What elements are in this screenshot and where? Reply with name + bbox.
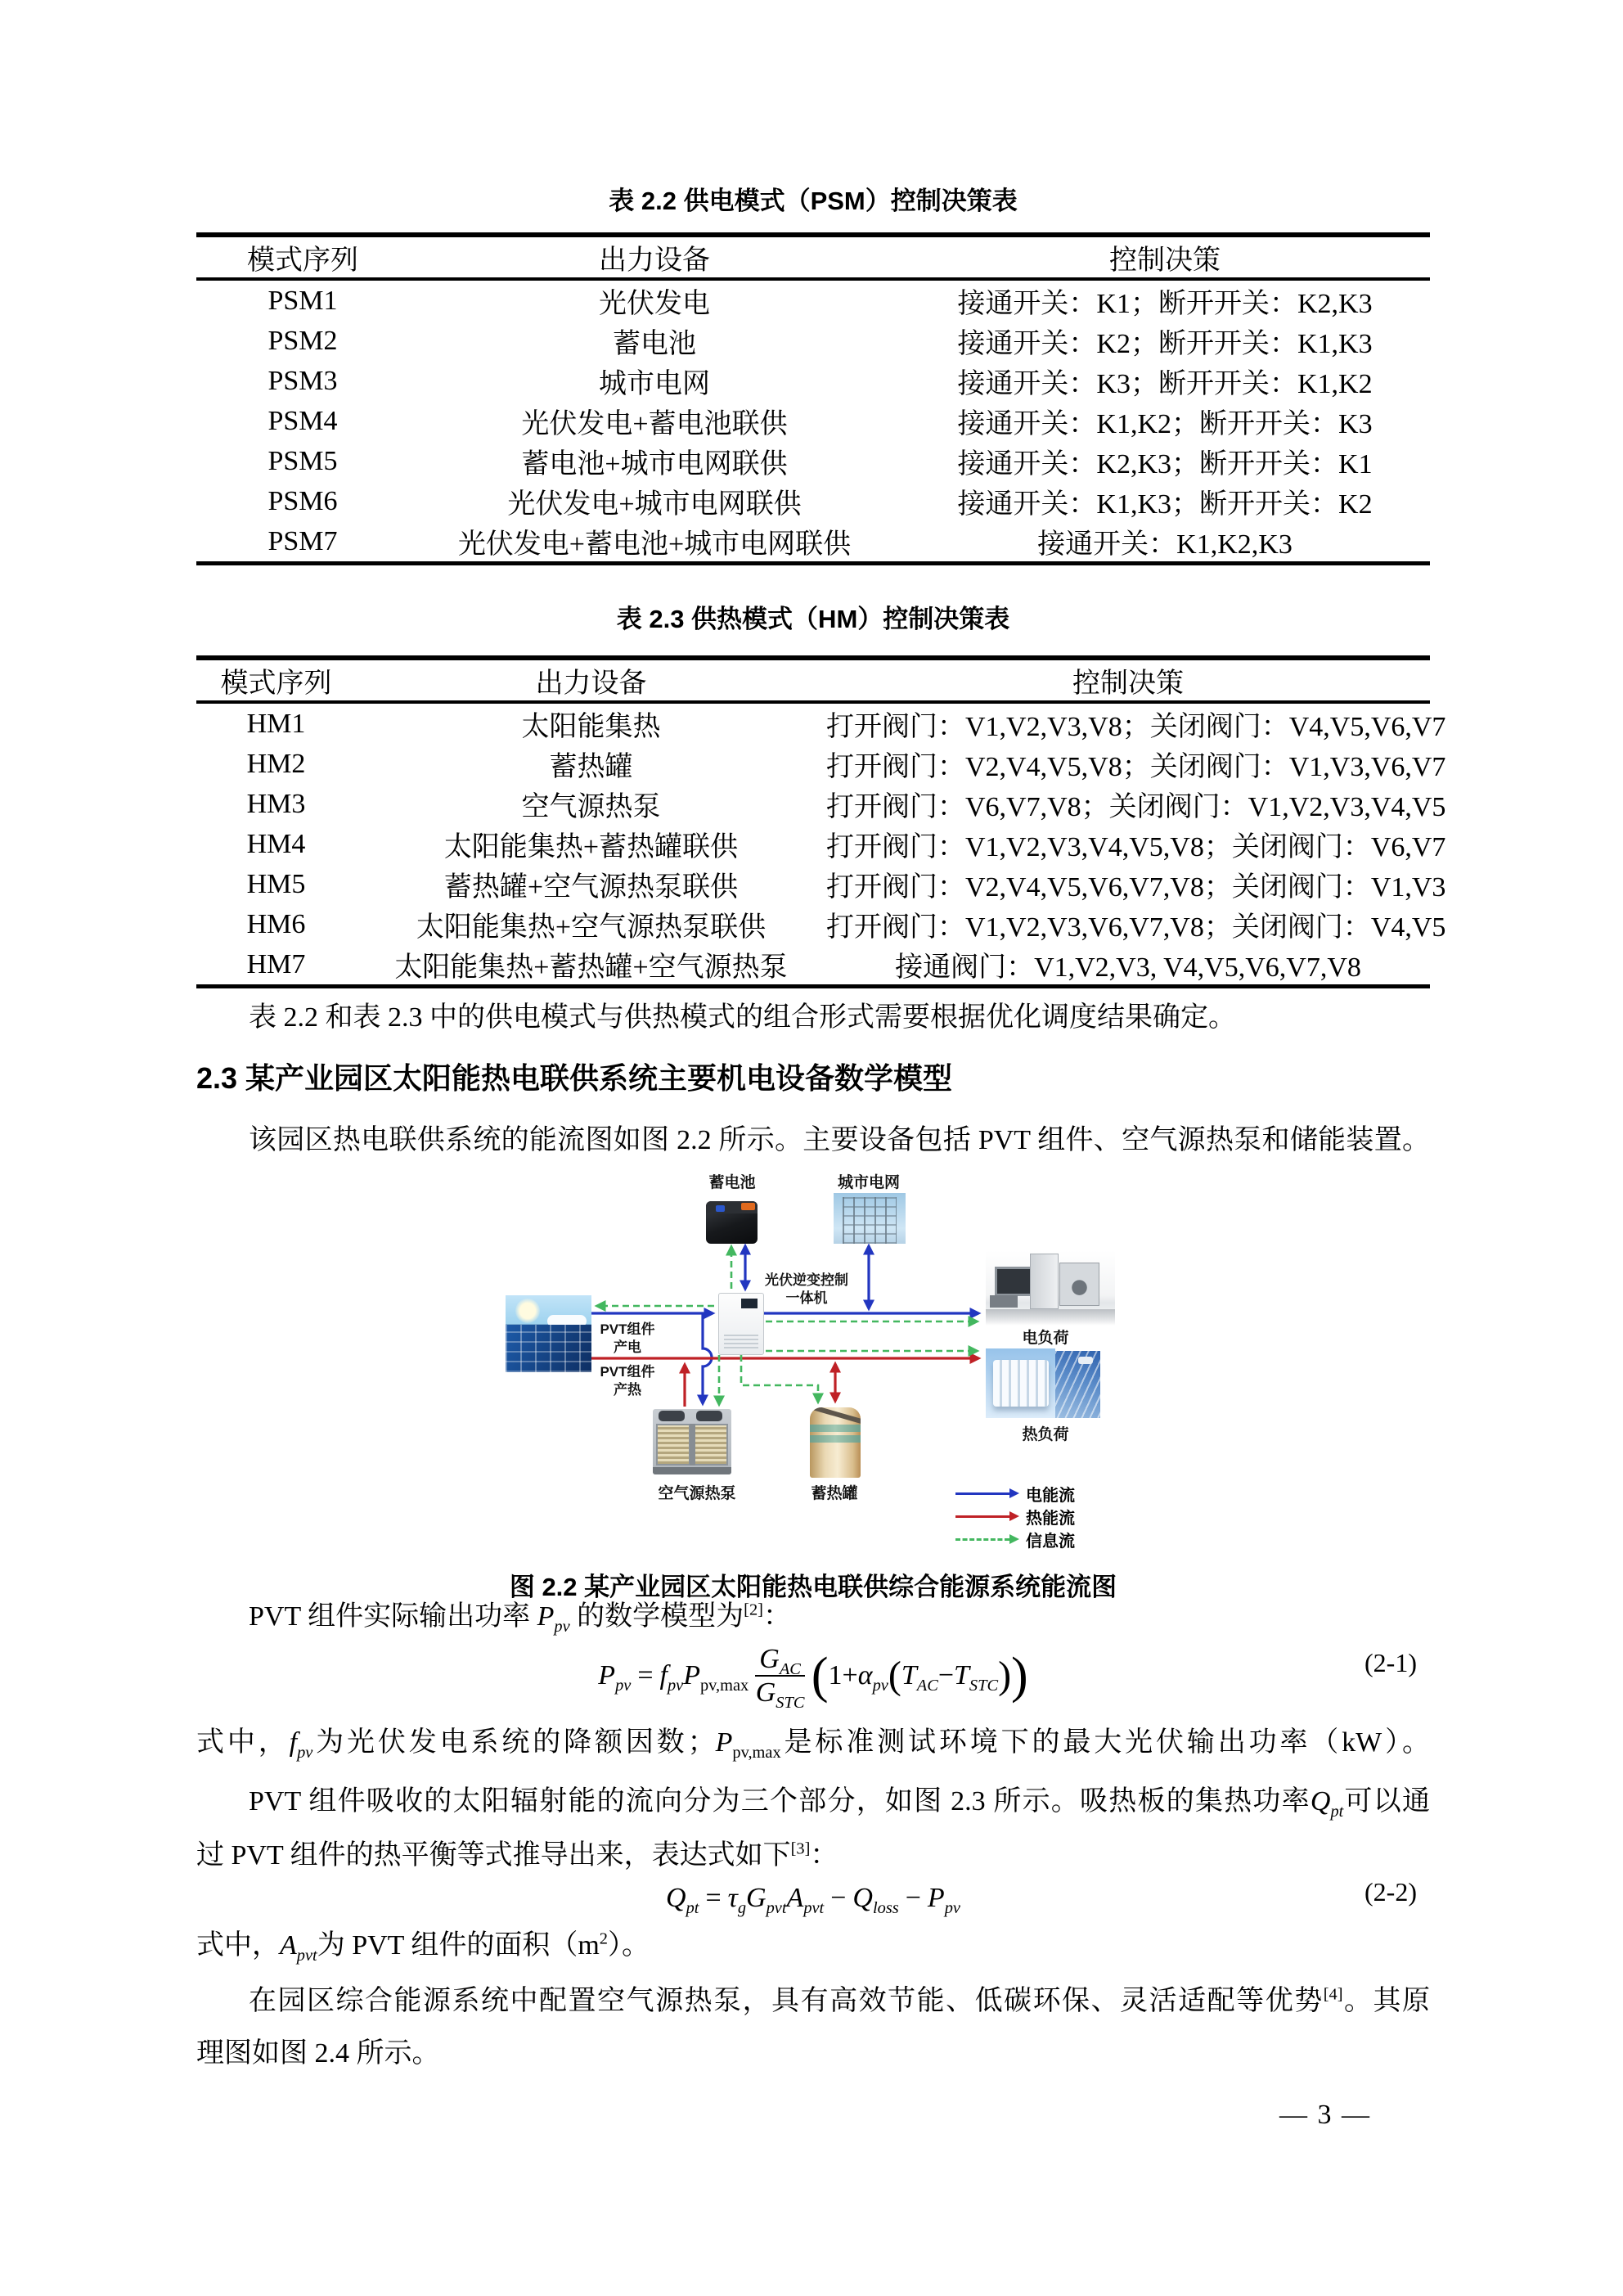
text: PVT 组件吸收的太阳辐射能的流向分为三个部分，如图 2.3 所示。吸热板的集热功率 [249, 1786, 1311, 1817]
equation-2-2 [196, 1874, 1430, 1923]
solar-panel-grid [506, 1325, 591, 1372]
cell: 打开阀门：V1,V2,V3,V8；关闭阀门：V4,V5,V6,V7 [826, 712, 1446, 742]
cell: 光伏发电 [599, 289, 710, 319]
sun-icon [515, 1299, 540, 1323]
electric-load-label: 电负荷 [1022, 1330, 1069, 1347]
heat-tank-photo [810, 1407, 861, 1478]
pvt-heat-label-line2: 产热 [614, 1382, 641, 1398]
cell: 蓄电池 [613, 329, 696, 359]
cell: 蓄热罐 [549, 752, 633, 782]
text: 式中， [196, 1930, 280, 1961]
legend-label: 热能流 [1026, 1509, 1075, 1528]
grid-label: 城市电网 [837, 1174, 900, 1191]
pvt-elec-label-line1: PVT组件 [600, 1321, 655, 1337]
text: 在园区综合能源系统中配置空气源热泵，具有高效节能、低碳环保、灵活适配等优势 [249, 1986, 1324, 2016]
pvt-heat-label-line1: PVT组件 [600, 1364, 655, 1380]
superscript: 2 [599, 1929, 608, 1948]
small-appliance [990, 1295, 1018, 1308]
equation-2-2-label: (2-2) [1364, 1877, 1417, 1907]
where-line-1 [196, 1725, 1430, 1761]
table-row [196, 864, 1430, 904]
heat-pump-label: 空气源热泵 [658, 1485, 736, 1502]
table-row [196, 744, 1430, 784]
battery-handle [741, 1203, 755, 1210]
shower-photo [1055, 1351, 1100, 1418]
text: ）。 [607, 1930, 650, 1961]
cell: 接通开关：K1,K2,K3 [1037, 529, 1293, 560]
legend-label: 信息流 [1026, 1532, 1075, 1551]
eq2-Ppv: $P_{pv}$ [927, 1883, 960, 1917]
inverter-grill [724, 1332, 758, 1348]
cell: 打开阀门：V2,V4,V5,V6,V7,V8；关闭阀门：V1,V3 [826, 872, 1446, 903]
eq1-alpha: $\alpha_{pv}$ [857, 1660, 888, 1695]
cell: 接通阀门：V1,V2,V3, V4,V5,V6,V7,V8 [895, 952, 1361, 983]
transmission-tower [843, 1197, 897, 1244]
table-row [196, 279, 1430, 321]
legend-line-info [955, 1538, 1009, 1541]
eq1-Tac: $T_{AC}$ [901, 1660, 938, 1695]
tank-stripe [810, 1425, 861, 1432]
fraction-numerator: $G_{AC}$ [755, 1645, 805, 1677]
cell: 接通开关：K1；断开开关：K2,K3 [957, 289, 1373, 319]
radiator-bars [993, 1360, 1049, 1407]
minus: − [905, 1883, 921, 1913]
legend-arrowhead-electric [1009, 1488, 1019, 1498]
text: ： [762, 1601, 791, 1632]
table-row [196, 401, 1430, 441]
model-intro-line [196, 1599, 791, 1635]
heat-pump-photo [653, 1409, 731, 1474]
tv-appliance [995, 1267, 1032, 1295]
math-var-Qpt: $Q_{pt}$ [1310, 1786, 1344, 1821]
text: 为 PVT 组件的面积（m [317, 1930, 600, 1961]
cell: 打开阀门：V1,V2,V3,V4,V5,V8；关闭阀门：V6,V7 [826, 832, 1446, 862]
text: 的数学模型为 [577, 1601, 744, 1632]
cell: 太阳能集热+蓄热罐联供 [443, 832, 739, 862]
cell: 光伏发电+蓄电池+城市电网联供 [457, 529, 852, 560]
inverter-label-line2: 一体机 [785, 1290, 828, 1306]
legend-line-heat [955, 1515, 1009, 1518]
para3-line2: 理图如图 2.4 所示。 [196, 2038, 440, 2069]
legend-arrowhead-heat [1009, 1511, 1019, 1521]
text: PVT 组件实际输出功率 [249, 1601, 531, 1632]
para2-line1 [196, 1784, 1430, 1820]
math-var-fpv: $f_{pv}$ [289, 1727, 313, 1762]
fan-cowl [696, 1411, 723, 1421]
fraction-denominator: $G_{STC}$ [755, 1677, 805, 1712]
table-row [196, 824, 1430, 864]
cell: HM6 [246, 908, 306, 939]
col-header-decision: 控制决策 [1109, 245, 1221, 276]
pvt-elec-label-line2: 产电 [614, 1339, 641, 1355]
cell: 打开阀门：V2,V4,V5,V8；关闭阀门：V1,V3,V6,V7 [826, 752, 1446, 782]
cell: 太阳能集热+蓄热罐+空气源热泵 [394, 952, 788, 983]
cell: PSM2 [268, 325, 338, 356]
tables-note: 表 2.2 和表 2.3 中的供电模式与供热模式的组合形式需要根据优化调度结果确定。 [249, 1002, 1236, 1033]
cell: 太阳能集热 [521, 712, 661, 742]
citation-ref: [3] [790, 1839, 811, 1858]
eq2-lhs: $Q_{pt}$ [666, 1883, 699, 1917]
math-var-Apvt: $A_{pvt}$ [280, 1930, 317, 1965]
text: ： [810, 1840, 838, 1871]
table-psm-caption: 表 2.2 供电模式（PSM）控制决策表 [609, 187, 1018, 215]
text: 。其原 [1342, 1986, 1431, 2016]
table-hm-header-row [196, 658, 1430, 702]
table-row [196, 321, 1430, 361]
electric-load-photo [986, 1250, 1115, 1326]
legend-arrowhead-info [1009, 1534, 1019, 1544]
cell: HM4 [246, 828, 306, 859]
table-row [196, 481, 1430, 521]
cell: 光伏发电+城市电网联供 [507, 489, 802, 520]
eq2-tau: $\tau_g$ [727, 1883, 747, 1917]
cell: 光伏发电+蓄电池联供 [521, 409, 788, 439]
heat-load-label: 热负荷 [1022, 1426, 1069, 1443]
cell: HM1 [246, 708, 306, 739]
battery-label: 蓄电池 [708, 1174, 756, 1191]
cell: 接通开关：K1,K3；断开开关：K2 [957, 489, 1373, 520]
shower-head [1078, 1357, 1093, 1364]
text: 可以通 [1343, 1786, 1431, 1817]
cell: 蓄热罐+空气源热泵联供 [443, 872, 739, 903]
cell: 接通开关：K3；断开开关：K1,K2 [957, 369, 1373, 399]
para2-line2 [196, 1838, 838, 1874]
equals: = [705, 1883, 722, 1913]
table-row [196, 441, 1430, 481]
washer-appliance [1059, 1263, 1099, 1307]
table-hm [196, 655, 1446, 988]
cell: 接通开关：K2；断开开关：K1,K3 [957, 329, 1373, 359]
col-header-mode: 模式序列 [220, 669, 332, 699]
eq1-Pmax: $P_{pv,max}$ [683, 1660, 749, 1695]
cell: 打开阀门：V6,V7,V8；关闭阀门：V1,V2,V3,V4,V5 [826, 792, 1446, 822]
figure-caption: 图 2.2 某产业园区太阳能热电联供综合能源系统能流图 [509, 1573, 1117, 1601]
legend-heat-flow [955, 1507, 1075, 1528]
table-row [196, 702, 1430, 744]
text: 过 PVT 组件的热平衡等式推导出来，表达式如下 [196, 1840, 791, 1871]
table-psm-header-row [196, 235, 1430, 279]
eq2-Qloss: $Q_{loss}$ [852, 1883, 899, 1917]
cell: 打开阀门：V1,V2,V3,V6,V7,V8；关闭阀门：V4,V5 [826, 912, 1446, 943]
citation-ref: [4] [1323, 1985, 1343, 2004]
section-heading: 2.3 某产业园区太阳能热电联供系统主要机电设备数学模型 [196, 1061, 953, 1095]
cell: 接通开关：K1,K2；断开开关：K3 [957, 409, 1373, 439]
legend-info-flow [955, 1530, 1075, 1551]
grille [656, 1424, 690, 1465]
text: 为光伏发电系统的降额因数； [312, 1727, 716, 1758]
minus: − [830, 1883, 847, 1913]
cell: PSM5 [268, 445, 338, 476]
cell: HM3 [246, 788, 306, 819]
eq2-G: $G_{pvt}$ [746, 1883, 787, 1917]
battery-photo [706, 1201, 758, 1244]
equals: = [637, 1660, 654, 1690]
col-header-device: 出力设备 [535, 669, 647, 699]
equation-2-1: $P_{pv}$ = $f_{pv}$ $P_{pv,max}$ $\frac{G_{AC}}{G_{STC}}$ ( 1+ $\alpha_{pv}$ ( $T_{AC}$ − $T_{STC}$ ) ) [598, 1643, 1028, 1712]
cell: HM2 [246, 748, 306, 779]
minus: − [937, 1660, 954, 1690]
table-hm-caption: 表 2.3 供热模式（HM）控制决策表 [616, 605, 1010, 633]
center-strip [690, 1424, 695, 1465]
cell: 空气源热泵 [521, 792, 661, 822]
citation-ref: [2] [744, 1600, 763, 1619]
legend-label: 电能流 [1026, 1486, 1075, 1505]
pvt-panel-photo [506, 1295, 591, 1372]
math-var-Ppvmax: $P_{pv,max}$ [715, 1727, 781, 1762]
section-intro: 该园区热电联供系统的能流图如图 2.2 所示。主要设备包括 PVT 组件、空气源热泵和储能装置。 [249, 1125, 1430, 1155]
text: 式中， [196, 1727, 290, 1758]
where-line-2 [196, 1928, 650, 1964]
fan-cowl [659, 1411, 686, 1421]
eq1-f: $f_{pv}$ [659, 1660, 684, 1695]
para3-line1 [196, 1983, 1430, 2019]
col-header-mode: 模式序列 [247, 245, 358, 276]
table-row [196, 944, 1430, 987]
math-var-Ppv: $P_{pv}$ [537, 1601, 570, 1636]
table-row [196, 784, 1430, 824]
table-row [196, 904, 1430, 944]
legend-line-electric [955, 1492, 1009, 1495]
figure-energy-flow-diagram [483, 1168, 1203, 1555]
fridge-appliance [1030, 1254, 1059, 1309]
cell: HM7 [246, 948, 306, 979]
table-row [196, 521, 1430, 564]
reflection [986, 1309, 1115, 1326]
tank-stripe [810, 1435, 861, 1443]
cell: 太阳能集热+空气源热泵联供 [416, 912, 767, 943]
cell: PSM1 [268, 285, 338, 316]
inverter-label-line1: 光伏逆变控制 [765, 1272, 848, 1288]
cell: 接通开关：K2,K3；断开开关：K1 [957, 449, 1373, 479]
tank-pipe [810, 1407, 861, 1425]
eq1-fraction [755, 1643, 805, 1712]
table-psm [196, 232, 1430, 565]
text: 是标准测试环境下的最大光伏输出功率（kW）。 [780, 1727, 1431, 1758]
col-header-decision: 控制决策 [1072, 669, 1184, 699]
cell: PSM6 [268, 485, 338, 516]
equation-2-1-label: (2-1) [1364, 1648, 1417, 1677]
legend-electric-flow [955, 1484, 1075, 1505]
radiator-photo [986, 1348, 1055, 1418]
col-header-device: 出力设备 [599, 245, 710, 276]
eq1-lhs: $P_{pv}$ [598, 1660, 632, 1695]
cell: PSM3 [268, 365, 338, 396]
grille [694, 1424, 728, 1465]
base [653, 1467, 731, 1474]
table-row [196, 361, 1430, 401]
one-plus: 1+ [828, 1660, 858, 1690]
eq1-Tstc: $T_{STC}$ [954, 1660, 999, 1695]
battery-cap [716, 1205, 725, 1212]
eq2-A: $A_{pvt}$ [786, 1883, 825, 1917]
heat-tank-label: 蓄热罐 [811, 1485, 858, 1502]
cell: PSM4 [268, 405, 338, 436]
page-number: — 3 — [1279, 2100, 1371, 2130]
cell: HM5 [246, 868, 306, 899]
cell: PSM7 [268, 525, 338, 556]
cell: 蓄电池+城市电网联供 [521, 449, 788, 479]
cell: 城市电网 [599, 369, 710, 399]
city-grid-photo [834, 1193, 906, 1244]
